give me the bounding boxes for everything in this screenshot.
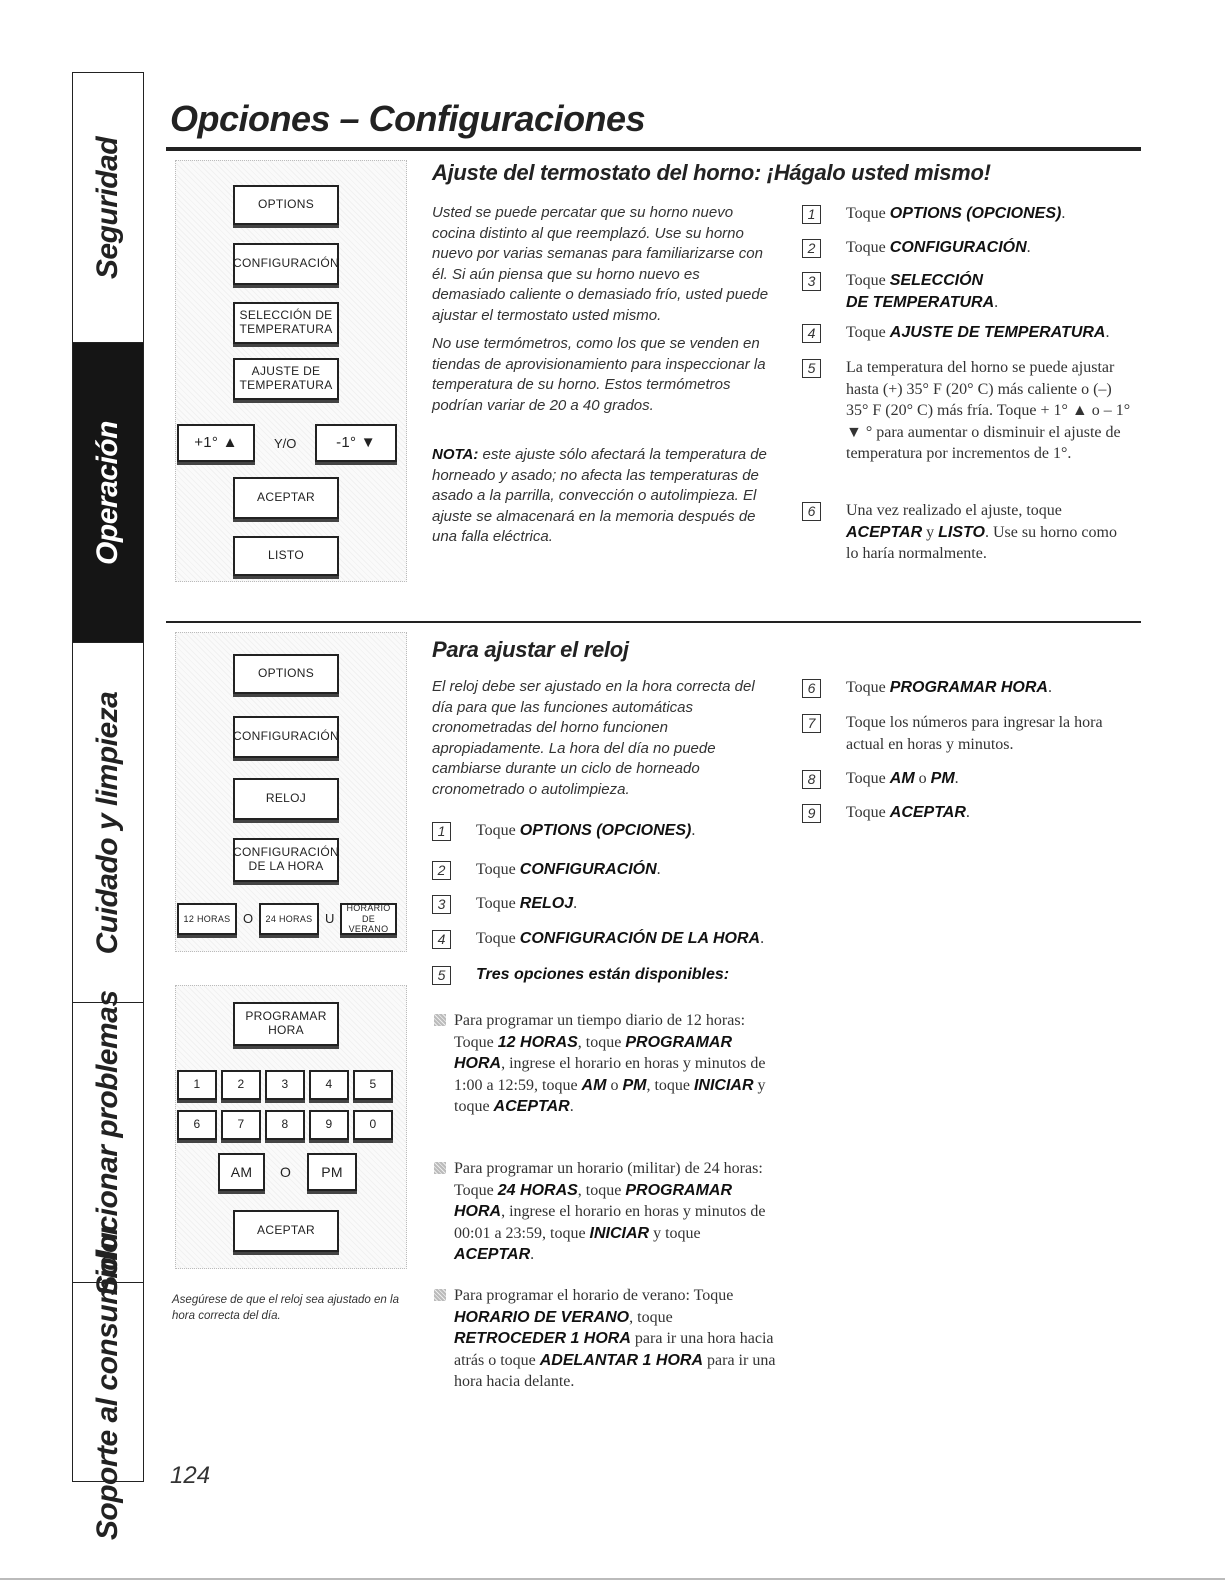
or-label: U: [325, 911, 335, 926]
option-horario-de-verano: Para programar el horario de verano: Toque HORARIO DE VERANO, toque RETROCEDER 1 HORA para ir una hora hacia atrás o toque ADELANTAR 1 HORA para ir una hora hacia delante.: [436, 1285, 781, 1393]
bullet-icon: [434, 1014, 446, 1026]
step-number: 4: [432, 930, 451, 949]
step-4: 4 Toque CONFIGURACIÓN DE LA HORA.: [432, 928, 782, 950]
step-6: 6 Una vez realizado el ajuste, toque ACEPTAR y LISTO. Use su horno como lo haría normalmente.: [802, 500, 1132, 565]
step-3: 3 Toque SELECCIÓN DE TEMPERATURA.: [802, 270, 1132, 313]
image-caption: Asegúrese de que el reloj sea ajustado en la hora correcta del día.: [172, 1294, 399, 1322]
step-number: 4: [802, 324, 821, 343]
or-label: O: [280, 1164, 291, 1180]
tab-label: Operación: [91, 420, 124, 565]
digit-9-key[interactable]: 9: [309, 1110, 349, 1140]
page-number: 124: [170, 1462, 211, 1489]
tab-label: Soporte al consumidor: [91, 1223, 124, 1541]
digit-0-key[interactable]: 0: [353, 1110, 393, 1140]
step-6: 6 Toque PROGRAMAR HORA.: [802, 677, 1132, 699]
step-number: 6: [802, 679, 821, 698]
option-12-horas: Para programar un tiempo diario de 12 horas: Toque 12 HORAS, toque PROGRAMAR HORA, ingrese el horario en horas y minutos de 1:00 a 12:59, toque AM o PM, toque INICIAR y toque ACEPTAR.: [436, 1010, 776, 1118]
step-7: 7 Toque los números para ingresar la hora actual en horas y minutos.: [802, 712, 1132, 755]
seleccion-de-temperatura-key[interactable]: SELECCIÓN DE TEMPERATURA: [233, 302, 339, 344]
step-number: 3: [432, 895, 451, 914]
horario-de-verano-key[interactable]: HORARIO DE VERANO: [340, 903, 397, 935]
programar-hora-key[interactable]: PROGRAMAR HORA: [233, 1002, 339, 1046]
step-number: 1: [432, 822, 451, 841]
plus-one-degree-key[interactable]: +1° ▲: [177, 424, 255, 462]
step-1: 1 Toque OPTIONS (OPCIONES).: [432, 820, 782, 842]
step-number: 8: [802, 770, 821, 789]
minus-one-degree-key[interactable]: -1° ▼: [315, 424, 397, 462]
step-3: 3 Toque RELOJ.: [432, 893, 782, 915]
step-5: 5 La temperatura del horno se puede ajustar hasta (+) 35° F (20° C) más caliente o (–) 35° F (20° C) más fría. Toque + 1° ▲ o – 1° ▼ ° para aumentar o disminuir el ajuste de temperatura por incrementos de 1°.: [802, 357, 1132, 465]
pm-key[interactable]: PM: [307, 1153, 357, 1191]
tab-operacion[interactable]: [73, 343, 143, 643]
digit-8-key[interactable]: 8: [265, 1110, 305, 1140]
option-24-horas: Para programar un horario (militar) de 24 horas: Toque 24 HORAS, toque PROGRAMAR HORA, ingrese el horario en horas y minutos de 00:01 a 23:59, toque INICIAR y toque ACEPTAR.: [436, 1158, 776, 1266]
page-title: Opciones – Configuraciones: [170, 98, 646, 139]
digit-6-key[interactable]: 6: [177, 1110, 217, 1140]
tab-soporte-al-consumidor[interactable]: [73, 1223, 143, 1541]
configuracion-de-la-hora-key[interactable]: CONFIGURACIÓN DE LA HORA: [233, 838, 339, 882]
note-paragraph: [432, 445, 777, 548]
tab-seguridad[interactable]: [73, 73, 143, 343]
step-2: 2 Toque CONFIGURACIÓN.: [432, 859, 782, 881]
tab-label: Cuidado y limpieza: [91, 691, 124, 954]
note-label: NOTA:: [432, 446, 479, 463]
step-number: 5: [802, 359, 821, 378]
section-divider: [166, 621, 1141, 623]
intro-paragraph: Usted se puede percatar que su horno nuevo cocina distinto al que reemplazó. Use su horno nuevo por varias semanas para familiarizarse con él. Si aún piensa que su horno nuevo es demasiado caliente o demasiado frío, usted puede ajustar el termostato usted mismo.: [432, 204, 769, 324]
digit-2-key[interactable]: 2: [221, 1070, 261, 1100]
tab-label: Solucionar problemas: [91, 989, 124, 1296]
12-horas-key[interactable]: 12 HORAS: [177, 903, 237, 935]
step-number: 1: [802, 205, 821, 224]
digit-1-key[interactable]: 1: [177, 1070, 217, 1100]
options-key[interactable]: OPTIONS: [233, 654, 339, 694]
step-5: 5 Tres opciones están disponibles:: [432, 964, 782, 986]
section-title: Para ajustar el reloj: [432, 637, 629, 662]
step-number: 2: [432, 861, 451, 880]
digit-5-key[interactable]: 5: [353, 1070, 393, 1100]
options-key[interactable]: OPTIONS: [233, 185, 339, 225]
step-number: 6: [802, 502, 821, 521]
note-text: este ajuste sólo afectará la temperatura de horneado y asado; no afecta las temperaturas de asado a la parrilla, convección o autolimpieza. El ajuste se almacenará en la memoria después de una falla eléctrica.: [432, 446, 767, 545]
step-number: 9: [802, 804, 821, 823]
and-or-label: Y/O: [274, 436, 297, 451]
bottom-rule: [0, 1578, 1225, 1580]
digit-7-key[interactable]: 7: [221, 1110, 261, 1140]
aceptar-key[interactable]: ACEPTAR: [233, 477, 339, 519]
aceptar-key[interactable]: ACEPTAR: [233, 1210, 339, 1252]
intro-paragraph: El reloj debe ser ajustado en la hora correcta del día para que las funciones automáticas cronometradas del horno funcionen apropiadamente. La hora del día no puede cambiarse durante un ciclo de horneado cronometrado o autolimpieza.: [432, 678, 755, 798]
thermometer-warning: No use termómetros, como los que se venden en tiendas de aprovisionamiento para inspeccionar la temperatura de su horno. Estos termómetros podrían variar de 20 a 40 grados.: [432, 335, 766, 414]
listo-key[interactable]: LISTO: [233, 536, 339, 576]
bullet-icon: [434, 1162, 446, 1174]
step-1: 1 Toque OPTIONS (OPCIONES).: [802, 203, 1132, 225]
bullet-icon: [434, 1289, 446, 1301]
step-number: 2: [802, 239, 821, 258]
or-label: O: [243, 911, 254, 926]
side-tab-strip: [72, 72, 144, 1541]
title-rule: [166, 147, 1141, 151]
reloj-key[interactable]: RELOJ: [233, 778, 339, 820]
configuracion-key[interactable]: CONFIGURACIÓN: [233, 716, 339, 758]
step-number: 3: [802, 272, 821, 291]
digit-3-key[interactable]: 3: [265, 1070, 305, 1100]
24-horas-key[interactable]: 24 HORAS: [259, 903, 319, 935]
step-4: 4 Toque AJUSTE DE TEMPERATURA.: [802, 322, 1132, 344]
am-key[interactable]: AM: [218, 1153, 265, 1191]
digit-4-key[interactable]: 4: [309, 1070, 349, 1100]
configuracion-key[interactable]: CONFIGURACIÓN: [233, 243, 339, 285]
tab-cuidado-y-limpieza[interactable]: [73, 643, 143, 1003]
step-8: 8 Toque AM o PM.: [802, 768, 1132, 790]
step-2: 2 Toque CONFIGURACIÓN.: [802, 237, 1132, 259]
ajuste-de-temperatura-key[interactable]: AJUSTE DE TEMPERATURA: [233, 358, 339, 400]
tab-label: Seguridad: [91, 136, 124, 279]
section-title: Ajuste del termostato del horno: ¡Hágalo usted mismo!: [432, 160, 991, 185]
step-9: 9 Toque ACEPTAR.: [802, 802, 1132, 824]
step-number: 5: [432, 966, 451, 985]
step-number: 7: [802, 714, 821, 733]
